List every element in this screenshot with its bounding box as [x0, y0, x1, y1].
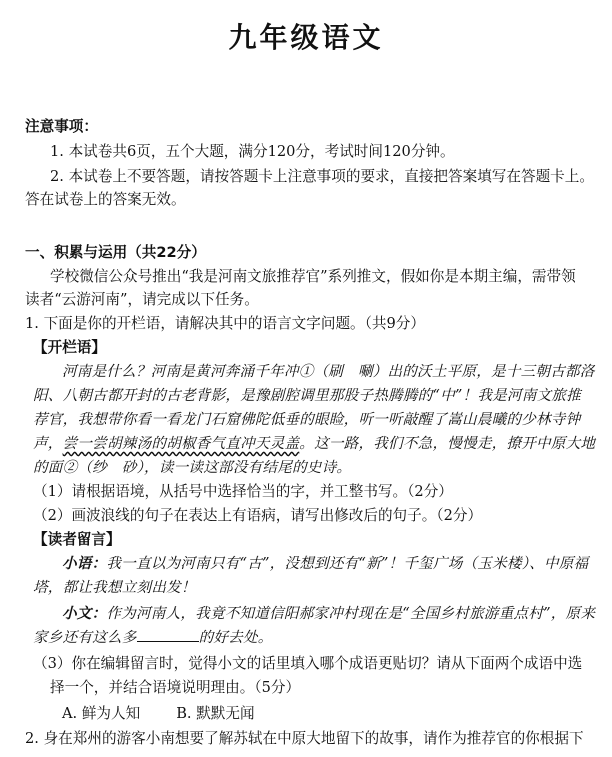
kailan-text-1: 河南是什么？河南是黄河奔涌千年冲①（刷 唰）出的沃土平原，是十三朝古都洛 — [62, 363, 595, 380]
question-1: 1. 下面是你的开栏语，请解决其中的语言文字问题。（共9分） — [25, 315, 425, 332]
kailan-label: 【开栏语】 — [33, 339, 106, 356]
notice-item-1: 1. 本试卷共6页，五个大题，满分120分，考试时间120分钟。 — [50, 143, 455, 160]
xiaowen-text: 作为河南人，我竟不知道信阳郝家冲村现在是“全国乡村旅游重点村”，原来 — [106, 605, 596, 622]
notice-item-2: 2. 本试卷上不要答题，请按答题卡上注意事项的要求，直接把答案填写在答题卡上。 — [50, 168, 594, 185]
option-row — [62, 703, 612, 725]
sub-question-3: （3）你在编辑留言时，觉得小文的话里填入哪个成语更贴切？请从下面两个成语中选 — [33, 655, 583, 672]
question-2: 2. 身在郑州的游客小南想要了解苏轼在中原大地留下的故事，请作为推荐官的你根据下 — [25, 730, 584, 747]
kailan-text-4a: 声， — [33, 435, 63, 452]
xiaowen-text-b2: 的好去处。 — [198, 629, 273, 646]
notice-heading: 注意事项： — [25, 118, 98, 135]
xiaoyu-text: 我一直以为河南只有“古”，没想到还有“新”！千玺广场（玉米楼）、中原福 — [106, 555, 589, 572]
notice-item-2-cont: 答在试卷上的答案无效。 — [25, 191, 186, 208]
option-b: B. 默默无闻 — [176, 705, 255, 722]
section-intro-cont: 读者“云游河南”，请完成以下任务。 — [25, 291, 259, 308]
xiaowen-name: 小文： — [62, 605, 107, 622]
sub-question-1: （1）请根据语境，从括号中选择恰当的字，并工整书写。（2分） — [33, 483, 453, 500]
xiaoyu-comment — [62, 553, 612, 575]
kailan-text-4b: 。这一路，我们不急，慢慢走，撩开中原大地 — [299, 435, 596, 452]
xiaowen-comment — [62, 603, 612, 625]
xiaowen-text-b1: 家乡还有这么多 — [33, 629, 137, 646]
answer-blank — [137, 627, 199, 642]
page-title: 九年级语文 — [228, 21, 384, 54]
kailan-text-3: 荐官，我想带你看一看龙门石窟佛陀低垂的眼睑，听一听敲醒了嵩山晨曦的少林寺钟 — [33, 411, 581, 428]
xiaoyu-comment-cont: 塔，都让我想立刻出发！ — [33, 579, 196, 596]
xiaoyu-name: 小语： — [62, 555, 107, 572]
kailan-text-2: 阳、八朝古都开封的古老背影，是豫剧腔调里那股子热腾腾的“中”！我是河南文旅推 — [33, 387, 581, 404]
section-heading: 一、积累与运用（共22分） — [25, 244, 206, 261]
option-a: A. 鲜为人知 — [62, 705, 141, 722]
sub-question-2: （2）画波浪线的句子在表达上有语病，请写出修改后的句子。（2分） — [33, 507, 483, 524]
reader-label: 【读者留言】 — [33, 531, 121, 548]
section-intro: 学校微信公众号推出“我是河南文旅推荐官”系列推文，假如你是本期主编，需带领 — [50, 268, 576, 285]
sub-question-3-cont: 择一个，并结合语境说明理由。（5分） — [50, 679, 301, 696]
kailan-text-4 — [33, 433, 603, 455]
wavy-sentence: 尝一尝胡辣汤的胡椒香气直冲天灵盖 — [62, 435, 300, 452]
kailan-text-5: 的面②（纱 砂），读一读这部没有结尾的史诗。 — [33, 459, 352, 476]
xiaowen-comment-cont — [33, 627, 603, 649]
